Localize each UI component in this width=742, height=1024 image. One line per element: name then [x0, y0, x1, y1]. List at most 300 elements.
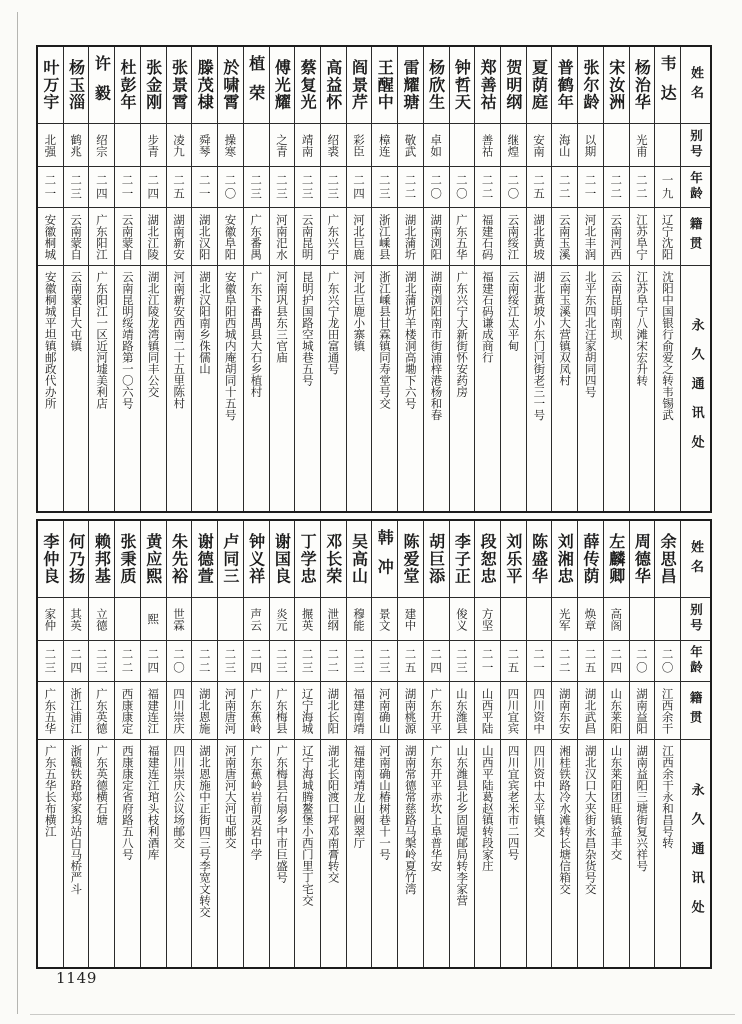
- person-column: [63, 521, 89, 967]
- person-name: [244, 47, 269, 124]
- person-native: [552, 682, 577, 740]
- person-name: [552, 521, 577, 598]
- person-address: [167, 740, 192, 967]
- person-name-text: 李仲良: [40, 533, 60, 585]
- person-native: [527, 208, 552, 266]
- person-age-text: 二四: [352, 173, 367, 201]
- person-alias-text: 泄纲: [326, 607, 341, 631]
- person-name: [450, 521, 475, 598]
- person-column: [603, 47, 629, 511]
- person-native: [38, 208, 63, 266]
- person-name-text: 张秉质: [118, 533, 138, 585]
- person-age-text: 二三: [43, 647, 58, 675]
- person-name: [450, 47, 475, 124]
- person-alias: [398, 124, 423, 167]
- person-name: [347, 47, 372, 124]
- person-native-text: 广东蕉岭: [249, 687, 264, 734]
- person-name-text: 王醒中: [375, 59, 395, 111]
- person-age: [244, 641, 269, 682]
- person-name-text: 卢同三: [220, 533, 240, 585]
- person-age-text: 二三: [223, 647, 238, 675]
- person-age: [218, 641, 243, 682]
- person-alias-text: 光军: [557, 607, 572, 631]
- person-age: [655, 641, 680, 682]
- person-alias: [218, 598, 243, 641]
- person-native-text: 福建南靖: [352, 687, 367, 734]
- person-age-text: 二三: [94, 647, 109, 675]
- person-address-text: 广东英德横石塘: [95, 745, 110, 826]
- person-native-text: 广东番禺: [249, 213, 264, 260]
- person-alias-text: 俊义: [454, 607, 469, 631]
- person-address: [475, 266, 500, 511]
- person-native: [552, 208, 577, 266]
- person-name: [167, 47, 192, 124]
- person-address-text: 福建南靖龙山阙翠厅: [352, 745, 367, 849]
- person-column: [449, 47, 475, 511]
- person-address-text: 广东阳江一区近河墟美利店: [95, 271, 110, 409]
- person-name-text: 何乃扬: [66, 533, 86, 585]
- header-age: [681, 167, 710, 208]
- person-address: [192, 266, 217, 511]
- person-column: [191, 47, 217, 511]
- person-age-text: 二四: [429, 647, 444, 675]
- person-native-text: 山东潍县: [454, 687, 469, 734]
- person-address-text: 福建石码谦成商行: [480, 271, 495, 363]
- person-alias: [372, 598, 397, 641]
- person-alias: [295, 124, 320, 167]
- header-address: [681, 740, 710, 967]
- person-name-text: 钟哲天: [452, 59, 472, 111]
- person-native-text: 广东五华: [454, 213, 469, 260]
- person-native: [141, 208, 166, 266]
- person-column: [397, 47, 423, 511]
- person-address: [398, 740, 423, 967]
- person-alias-text: 卓如: [429, 133, 444, 157]
- person-age-text: 二三: [377, 647, 392, 675]
- person-native-text: 湖南浏阳: [429, 213, 444, 260]
- person-address: [527, 266, 552, 511]
- person-name: [244, 521, 269, 598]
- person-column: [629, 521, 655, 967]
- person-alias-text: 炎元: [274, 607, 289, 631]
- person-age: [604, 167, 629, 208]
- header-name-text: 姓名: [688, 65, 703, 105]
- person-native: [655, 208, 680, 266]
- person-age-text: 二一: [480, 647, 495, 675]
- person-age: [450, 641, 475, 682]
- person-alias-text: 方坚: [480, 607, 495, 631]
- person-age: [295, 167, 320, 208]
- person-address: [450, 266, 475, 511]
- person-address-text: 湖北蒲圻羊楼洞高墈下六号: [403, 271, 418, 409]
- person-address-text: 山西平陆葛赵镇转段家庄: [480, 745, 495, 872]
- person-column: [320, 521, 346, 967]
- person-address-text: 河北巨鹿小寨镇: [352, 271, 367, 352]
- person-address: [141, 740, 166, 967]
- person-native-text: 云南河西: [609, 213, 624, 260]
- person-age-text: 二四: [249, 647, 264, 675]
- person-address-text: 河南新安西南二十五里陈村: [172, 271, 187, 409]
- person-alias-text: 靖南: [300, 133, 315, 157]
- person-native-text: 云南蒙自: [120, 213, 135, 260]
- person-age: [64, 167, 89, 208]
- person-alias: [424, 598, 449, 641]
- person-age-text: 二二: [403, 173, 418, 201]
- person-address-text: 辽宁海城腾鳌堡小西门里丁宅交: [300, 745, 315, 906]
- person-age: [372, 641, 397, 682]
- person-address-text: 福建连江琯头枝利酒库: [146, 745, 161, 860]
- person-age: [604, 641, 629, 682]
- person-column: [603, 521, 629, 967]
- person-alias-text: 敬武: [403, 133, 418, 157]
- person-column: [88, 47, 114, 511]
- person-native: [578, 208, 603, 266]
- person-alias-text: 焕章: [583, 607, 598, 631]
- person-address: [630, 266, 655, 511]
- person-column: [114, 521, 140, 967]
- person-age-text: 二二: [557, 647, 572, 675]
- person-alias: [141, 124, 166, 167]
- person-name-text: 宋汝洲: [606, 59, 626, 111]
- person-age: [141, 167, 166, 208]
- person-alias-text: 海山: [557, 133, 572, 157]
- person-column: [243, 47, 269, 511]
- person-native-text: 安徽阜阳: [223, 213, 238, 260]
- person-native: [167, 208, 192, 266]
- person-address-text: 安徽桐城平坦镇邮政代办所: [43, 271, 58, 409]
- person-column: [526, 521, 552, 967]
- person-age: [475, 641, 500, 682]
- person-column: [551, 47, 577, 511]
- person-address-text: 山东潍县北乡固堤邮局转李家营: [455, 745, 470, 906]
- person-alias: [552, 598, 577, 641]
- person-address: [295, 266, 320, 511]
- person-alias-text: 舜琴: [197, 133, 212, 157]
- person-native: [372, 208, 397, 266]
- person-name-text: 叶万宇: [40, 59, 60, 111]
- person-address: [604, 740, 629, 967]
- person-alias-text: 彩臣: [352, 133, 367, 157]
- person-name: [630, 47, 655, 124]
- person-native-text: 安徽桐城: [43, 213, 58, 260]
- directory-table-top: [36, 45, 712, 513]
- person-age-text: 二〇: [429, 173, 444, 201]
- person-column: [654, 47, 680, 511]
- person-name: [372, 521, 397, 598]
- person-name-text: 於啸霄: [220, 59, 240, 111]
- person-age-text: 二五: [583, 647, 598, 675]
- person-native: [398, 208, 423, 266]
- person-name: [321, 521, 346, 598]
- person-alias-text: 继煌: [506, 133, 521, 157]
- person-age: [630, 167, 655, 208]
- person-address: [38, 740, 63, 967]
- person-age: [218, 167, 243, 208]
- person-native-text: 湖北蒲圻: [403, 213, 418, 260]
- person-native: [321, 682, 346, 740]
- person-address-text: 广东蕉岭岩前灵岩中学: [249, 745, 264, 860]
- person-name: [475, 521, 500, 598]
- person-native-text: 云南蒙自: [69, 213, 84, 260]
- person-alias: [167, 598, 192, 641]
- person-alias-text: 其英: [69, 607, 84, 631]
- person-address-text: 江西余干永和昌号转: [660, 745, 675, 849]
- person-name-text: 李子正: [452, 533, 472, 585]
- person-address-text: 云南绥江太平甸: [506, 271, 521, 352]
- header-age-text: 年龄: [688, 645, 704, 677]
- person-age-text: 二三: [249, 173, 264, 201]
- person-native: [244, 682, 269, 740]
- person-address: [244, 740, 269, 967]
- person-alias: [450, 124, 475, 167]
- person-address-text: 河南唐河大河屯邮交: [223, 745, 238, 849]
- person-native: [295, 208, 320, 266]
- person-name: [655, 47, 680, 124]
- person-column: [577, 521, 603, 967]
- scan-edge-line: [17, 12, 18, 1014]
- person-alias: [604, 598, 629, 641]
- person-native: [630, 682, 655, 740]
- person-address-text: 浙赣铁路郑家坞站白马桥严斗: [69, 745, 84, 895]
- person-address: [218, 740, 243, 967]
- person-name: [552, 47, 577, 124]
- person-column: [166, 521, 192, 967]
- person-native-text: 广东阳江: [94, 213, 109, 260]
- scan-edge-line: [30, 1014, 735, 1015]
- person-native: [64, 208, 89, 266]
- person-alias-text: 建中: [403, 607, 418, 631]
- person-native: [321, 208, 346, 266]
- person-column: [38, 521, 63, 967]
- person-alias: [115, 124, 140, 167]
- person-age: [141, 641, 166, 682]
- person-age-text: 二三: [300, 173, 315, 201]
- person-name-text: 刘乐平: [503, 533, 523, 585]
- person-alias: [630, 124, 655, 167]
- person-name-text: 胡巨添: [426, 533, 446, 585]
- header-address: [681, 266, 710, 511]
- person-alias: [141, 598, 166, 641]
- person-native: [295, 682, 320, 740]
- person-name: [501, 521, 526, 598]
- person-age: [244, 167, 269, 208]
- person-age: [398, 167, 423, 208]
- person-alias: [89, 124, 114, 167]
- person-alias-text: 凌九: [171, 133, 186, 157]
- person-column: [526, 47, 552, 511]
- person-address: [372, 740, 397, 967]
- person-name-text: 朱先裕: [169, 533, 189, 585]
- person-alias: [501, 598, 526, 641]
- person-name: [527, 47, 552, 124]
- person-native-text: 广东梅县: [274, 687, 289, 734]
- person-name-text: 傅光耀: [272, 59, 292, 111]
- person-column: [423, 47, 449, 511]
- person-age-text: 二三: [454, 647, 469, 675]
- person-column: [577, 47, 603, 511]
- person-age: [38, 641, 63, 682]
- person-column: [474, 47, 500, 511]
- header-age: [681, 641, 710, 682]
- person-age: [270, 641, 295, 682]
- person-alias: [655, 124, 680, 167]
- person-name: [321, 47, 346, 124]
- person-column: [166, 47, 192, 511]
- person-address: [552, 740, 577, 967]
- person-native-text: 福建连江: [146, 687, 161, 734]
- person-address-text: 浙江嵊县甘霖镇同寿堂号交: [378, 271, 393, 409]
- person-address-text: 广东五华长布横江: [43, 745, 58, 837]
- directory-table-bottom: [36, 519, 712, 969]
- person-alias: [552, 124, 577, 167]
- person-alias: [450, 598, 475, 641]
- person-native-text: 湖南新安: [172, 213, 187, 260]
- person-age-text: 二一: [120, 173, 135, 201]
- person-name: [167, 521, 192, 598]
- person-column: [449, 521, 475, 967]
- person-age: [115, 167, 140, 208]
- person-alias-text: 世霖: [171, 607, 186, 631]
- person-address: [501, 740, 526, 967]
- person-age: [115, 641, 140, 682]
- person-alias: [630, 598, 655, 641]
- person-age-text: 二〇: [454, 173, 469, 201]
- person-age-text: 二四: [69, 647, 84, 675]
- header-address-text: 永久通讯处: [688, 317, 704, 465]
- person-native: [501, 208, 526, 266]
- person-age-text: 二五: [403, 647, 418, 675]
- person-name-text: 张景霄: [169, 59, 189, 111]
- person-name: [398, 521, 423, 598]
- person-address: [578, 740, 603, 967]
- person-alias: [604, 124, 629, 167]
- person-native-text: 河北巨鹿: [352, 213, 367, 260]
- person-alias: [475, 598, 500, 641]
- person-age-text: 二二: [120, 647, 135, 675]
- person-address-text: 湖北黄坡小东门河街老三一号: [532, 271, 547, 421]
- person-name: [38, 521, 63, 598]
- person-name: [64, 47, 89, 124]
- person-age: [398, 641, 423, 682]
- person-native-text: 浙江浦江: [69, 687, 84, 734]
- person-alias-text: 步青: [146, 133, 161, 157]
- person-native-text: 山西平陆: [480, 687, 495, 734]
- person-native: [218, 682, 243, 740]
- person-name: [295, 521, 320, 598]
- person-age-text: 二二: [557, 173, 572, 201]
- person-name-text: 蔡复光: [298, 59, 318, 111]
- person-native: [167, 682, 192, 740]
- person-address-text: 云南昆明绥靖路第一〇六号: [120, 271, 135, 409]
- person-age: [89, 167, 114, 208]
- person-age-text: 二三: [377, 173, 392, 201]
- person-alias: [578, 598, 603, 641]
- person-name: [347, 521, 372, 598]
- person-name-text: 刘湘忠: [555, 533, 575, 585]
- person-column: [371, 47, 397, 511]
- person-name-text: 丁学忠: [298, 533, 318, 585]
- person-address: [655, 740, 680, 967]
- person-address-text: 昆明护国路空城巷五号: [300, 271, 315, 386]
- person-native-text: 广东英德: [94, 687, 109, 734]
- person-age-text: 二四: [146, 647, 161, 675]
- person-alias: [218, 124, 243, 167]
- person-name: [604, 47, 629, 124]
- person-age: [372, 167, 397, 208]
- person-address-text: 云南玉溪大营镇双凤村: [558, 271, 573, 386]
- person-native: [89, 208, 114, 266]
- person-address: [89, 740, 114, 967]
- person-alias: [38, 598, 63, 641]
- person-alias-text: 景文: [377, 607, 392, 631]
- person-name-text: 普鹤年: [555, 59, 575, 111]
- person-alias-text: 北强: [43, 133, 58, 157]
- header-address-text: 永久通讯处: [688, 782, 704, 930]
- person-native-text: 湖北汉阳: [197, 213, 212, 260]
- person-native: [475, 208, 500, 266]
- person-name-text: 张尔龄: [580, 59, 600, 111]
- header-native-text: 籍贯: [688, 217, 704, 256]
- person-native: [450, 208, 475, 266]
- person-address: [115, 266, 140, 511]
- person-native-text: 云南绥江: [506, 213, 521, 260]
- person-name-text: 杨欣生: [426, 59, 446, 111]
- person-native: [141, 682, 166, 740]
- person-age-text: 二三: [300, 647, 315, 675]
- person-native: [218, 208, 243, 266]
- person-name-text: 杨治华: [632, 59, 652, 111]
- person-name: [141, 47, 166, 124]
- person-age: [167, 641, 192, 682]
- person-age-text: 二一: [583, 173, 598, 201]
- person-age: [295, 641, 320, 682]
- person-native-text: 湖北长阳: [326, 687, 341, 734]
- person-age: [167, 167, 192, 208]
- person-address-text: 云南昆明南坝: [609, 271, 624, 340]
- person-age-text: 二二: [326, 647, 341, 675]
- person-native-text: 广东开平: [429, 687, 444, 734]
- person-native: [115, 682, 140, 740]
- person-age: [655, 167, 680, 208]
- person-alias: [398, 598, 423, 641]
- person-native: [192, 208, 217, 266]
- person-age: [347, 167, 372, 208]
- person-alias-text: 操寒: [223, 133, 238, 157]
- person-name: [115, 47, 140, 124]
- person-address: [218, 266, 243, 511]
- person-alias: [578, 124, 603, 167]
- person-native: [424, 208, 449, 266]
- header-alias-text: 别号: [688, 129, 704, 161]
- person-native: [270, 208, 295, 266]
- person-name-text: 邓长荣: [323, 533, 343, 585]
- person-name-text: 左麟卿: [606, 533, 626, 585]
- person-age-text: 二〇: [223, 173, 238, 201]
- person-name-text: 杜彭年: [118, 59, 138, 111]
- header-name: [681, 521, 710, 598]
- person-address: [270, 740, 295, 967]
- person-native-text: 广东兴宁: [326, 213, 341, 260]
- person-age: [450, 167, 475, 208]
- person-column: [217, 47, 243, 511]
- person-alias: [38, 124, 63, 167]
- person-address: [38, 266, 63, 511]
- person-name-text: 吴高山: [349, 533, 369, 585]
- person-name-text: 韦达: [658, 55, 678, 115]
- person-column: [500, 521, 526, 967]
- person-native: [424, 682, 449, 740]
- person-address: [475, 740, 500, 967]
